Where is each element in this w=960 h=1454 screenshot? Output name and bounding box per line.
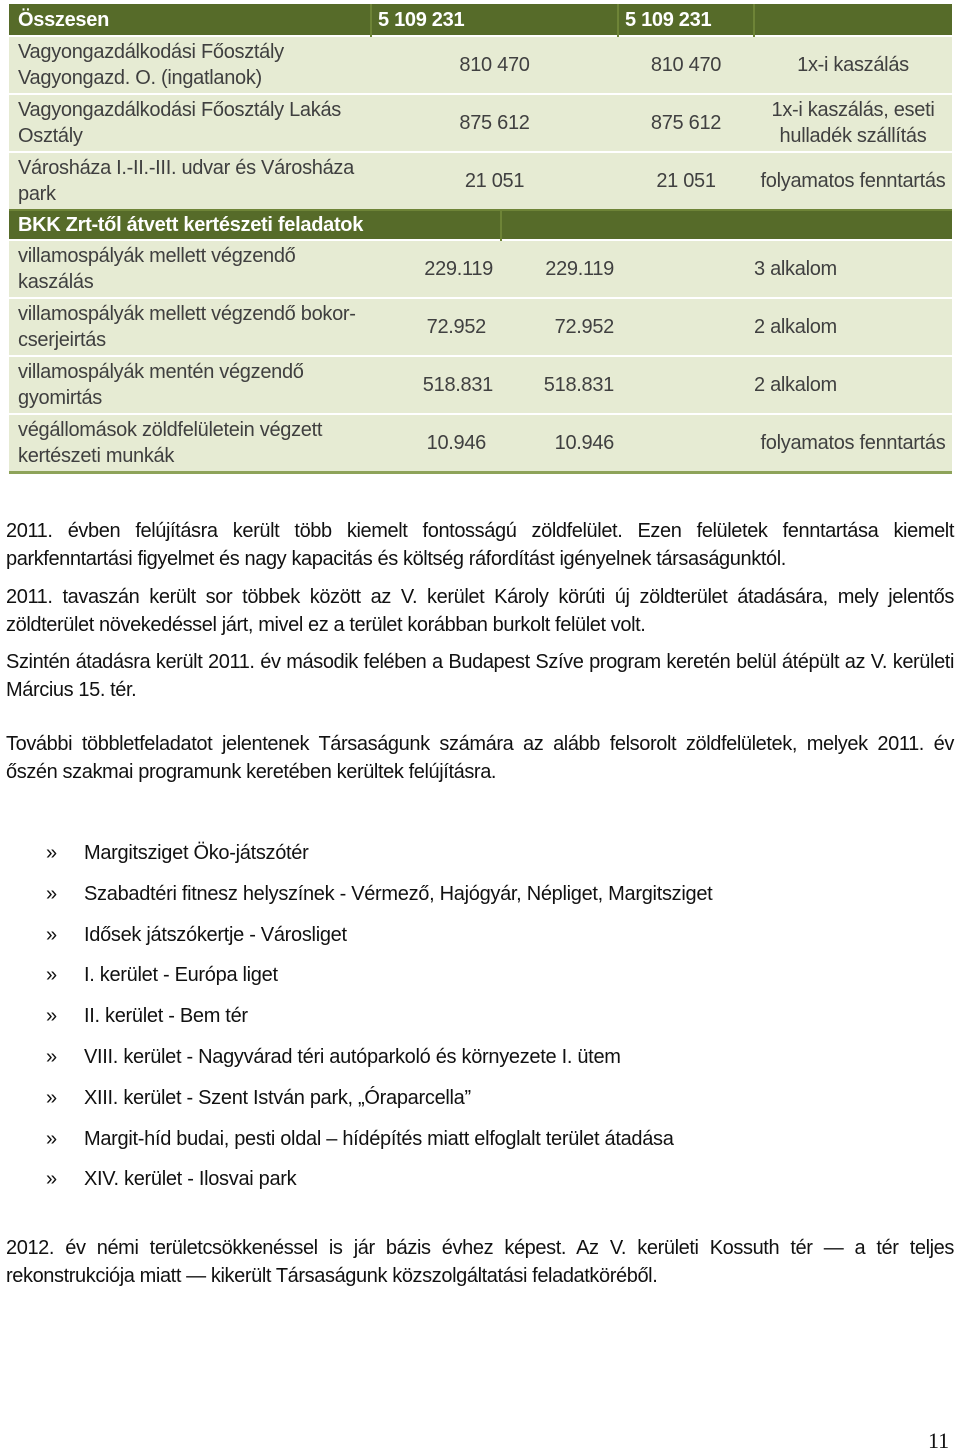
row-value-2: 21 051 (618, 152, 754, 210)
header-empty-cell (754, 4, 952, 36)
table-row (9, 94, 952, 152)
row-name: Városháza I.-II.-III. udvar és Városháza park (9, 152, 371, 210)
bullet-icon: » (46, 964, 57, 987)
row-name: villamospályák mellett végzendő bokor-cserjeirtás (9, 298, 371, 356)
list-item-text: XIV. kerület - Ilosvai park (84, 1168, 297, 1191)
row-empty-cell (618, 298, 754, 356)
bullet-icon: » (46, 1168, 57, 1191)
list-item (46, 915, 712, 956)
list-item (46, 1119, 712, 1160)
row-name: villamospályák mellett végzendő kaszálás (9, 240, 371, 298)
list-item (46, 996, 712, 1037)
page-number: 11 (928, 1428, 950, 1453)
list-item (46, 833, 712, 874)
table-row (9, 36, 952, 94)
paragraph-4: További többletfeladatot jelentenek Társaságunk számára az alább felsorolt zöldfelületek, melyek 2011. év őszén szakmai programunk keretében kerültek felújításra. (6, 733, 954, 783)
list-item (46, 874, 712, 915)
list-item-text: VIII. kerület - Nagyvárad téri autóparkoló és környezete I. ütem (84, 1045, 621, 1068)
row-name: villamospályák mentén végzendő gyomirtás (9, 356, 371, 414)
row-name: Vagyongazdálkodási Főosztály Lakás Osztály (9, 94, 371, 152)
row-value-2: 229.119 (501, 240, 618, 298)
table-row (9, 414, 952, 473)
table-row (9, 356, 952, 414)
list-item-text: Idősek játszókertje - Városliget (84, 923, 347, 946)
list-item-text: Margitsziget Öko-játszótér (84, 842, 309, 864)
row-note: folyamatos fenntartás (754, 414, 952, 473)
row-value-2: 72.952 (501, 298, 618, 356)
row-value-1: 810 470 (371, 36, 618, 94)
row-value-1: 10.946 (371, 414, 501, 473)
list-item-text: Margit-híd budai, pesti oldal – hídépítés miatt elfoglalt terület átadása (84, 1127, 674, 1150)
table-header-row (9, 4, 952, 36)
row-note: 2 alkalom (754, 298, 952, 356)
row-note: 2 alkalom (754, 356, 952, 414)
budget-table (9, 4, 952, 474)
row-value-1: 72.952 (371, 298, 501, 356)
list-item (46, 1078, 712, 1119)
paragraph-5: 2012. év némi területcsökkenéssel is jár bázis évhez képest. Az V. kerületi Kossuth tér — a tér teljes rekonstrukciója miatt — kikerült Társaságunk közszolgáltatási feladatköréből. (6, 1237, 954, 1287)
bullet-icon: » (46, 923, 57, 946)
bullet-icon: » (46, 1086, 57, 1109)
row-value-1: 229.119 (371, 240, 501, 298)
list-item (46, 1037, 712, 1078)
subheader-empty-cell (501, 210, 618, 240)
row-value-2: 810 470 (618, 36, 754, 94)
paragraph-3: Szintén átadásra került 2011. év második felében a Budapest Szíve program keretén belül átépült az V. kerületi Március 15. tér. (6, 651, 954, 701)
row-value-1: 518.831 (371, 356, 501, 414)
total-value-2: 5 109 231 (618, 4, 754, 36)
paragraph-2: 2011. tavaszán került sor többek között az V. kerület Károly körúti új zöldterület átadására, mely jelentős zöldterület növekedéssel járt, mivel ez a terület korábban burkolt felület volt. (6, 586, 954, 636)
row-note: 1x-i kaszálás (754, 36, 952, 94)
total-value-1: 5 109 231 (371, 4, 618, 36)
row-value-2: 875 612 (618, 94, 754, 152)
row-value-1: 875 612 (371, 94, 618, 152)
bullet-icon: » (46, 1005, 57, 1028)
list-item-text: Szabadtéri fitnesz helyszínek - Vérmező, Hajógyár, Népliget, Margitsziget (84, 882, 713, 905)
total-label: Összesen (9, 4, 371, 36)
row-empty-cell (618, 240, 754, 298)
table-row (9, 298, 952, 356)
row-value-1: 21 051 (371, 152, 618, 210)
row-value-2: 10.946 (501, 414, 618, 473)
row-value-2: 518.831 (501, 356, 618, 414)
row-note: folyamatos fenntartás (754, 152, 952, 210)
list-item (46, 955, 712, 996)
subheader-label: BKK Zrt-től átvett kertészeti feladatok (9, 210, 501, 240)
bullet-icon: » (46, 842, 57, 864)
list-item (46, 1159, 712, 1200)
row-note: 1x-i kaszálás, eseti hulladék szállítás (754, 94, 952, 152)
bullet-icon: » (46, 1045, 57, 1068)
renovated-sites-list (46, 833, 712, 1200)
table-subheader-row (9, 210, 952, 240)
subheader-empty-cell (618, 210, 754, 240)
list-item-text: I. kerület - Európa liget (84, 964, 278, 987)
row-note: 3 alkalom (754, 240, 952, 298)
paragraph-1: 2011. évben felújításra került több kiemelt fontosságú zöldfelület. Ezen felületek fenntartása kiemelt parkfenntartási figyelmet és nagy kapacitás és költség ráfordítást igényelnek társaságunktól. (6, 520, 954, 570)
bullet-icon: » (46, 1127, 57, 1150)
table-row (9, 240, 952, 298)
subheader-empty-cell (754, 210, 952, 240)
bullet-icon: » (46, 882, 57, 905)
row-empty-cell (618, 414, 754, 473)
row-name: végállomások zöldfelületein végzett kertészeti munkák (9, 414, 371, 473)
row-empty-cell (618, 356, 754, 414)
row-name: Vagyongazdálkodási Főosztály Vagyongazd. O. (ingatlanok) (9, 36, 371, 94)
list-item-text: XIII. kerület - Szent István park, „Óraparcella” (84, 1086, 471, 1109)
table-row (9, 152, 952, 210)
list-item-text: II. kerület - Bem tér (84, 1005, 248, 1028)
